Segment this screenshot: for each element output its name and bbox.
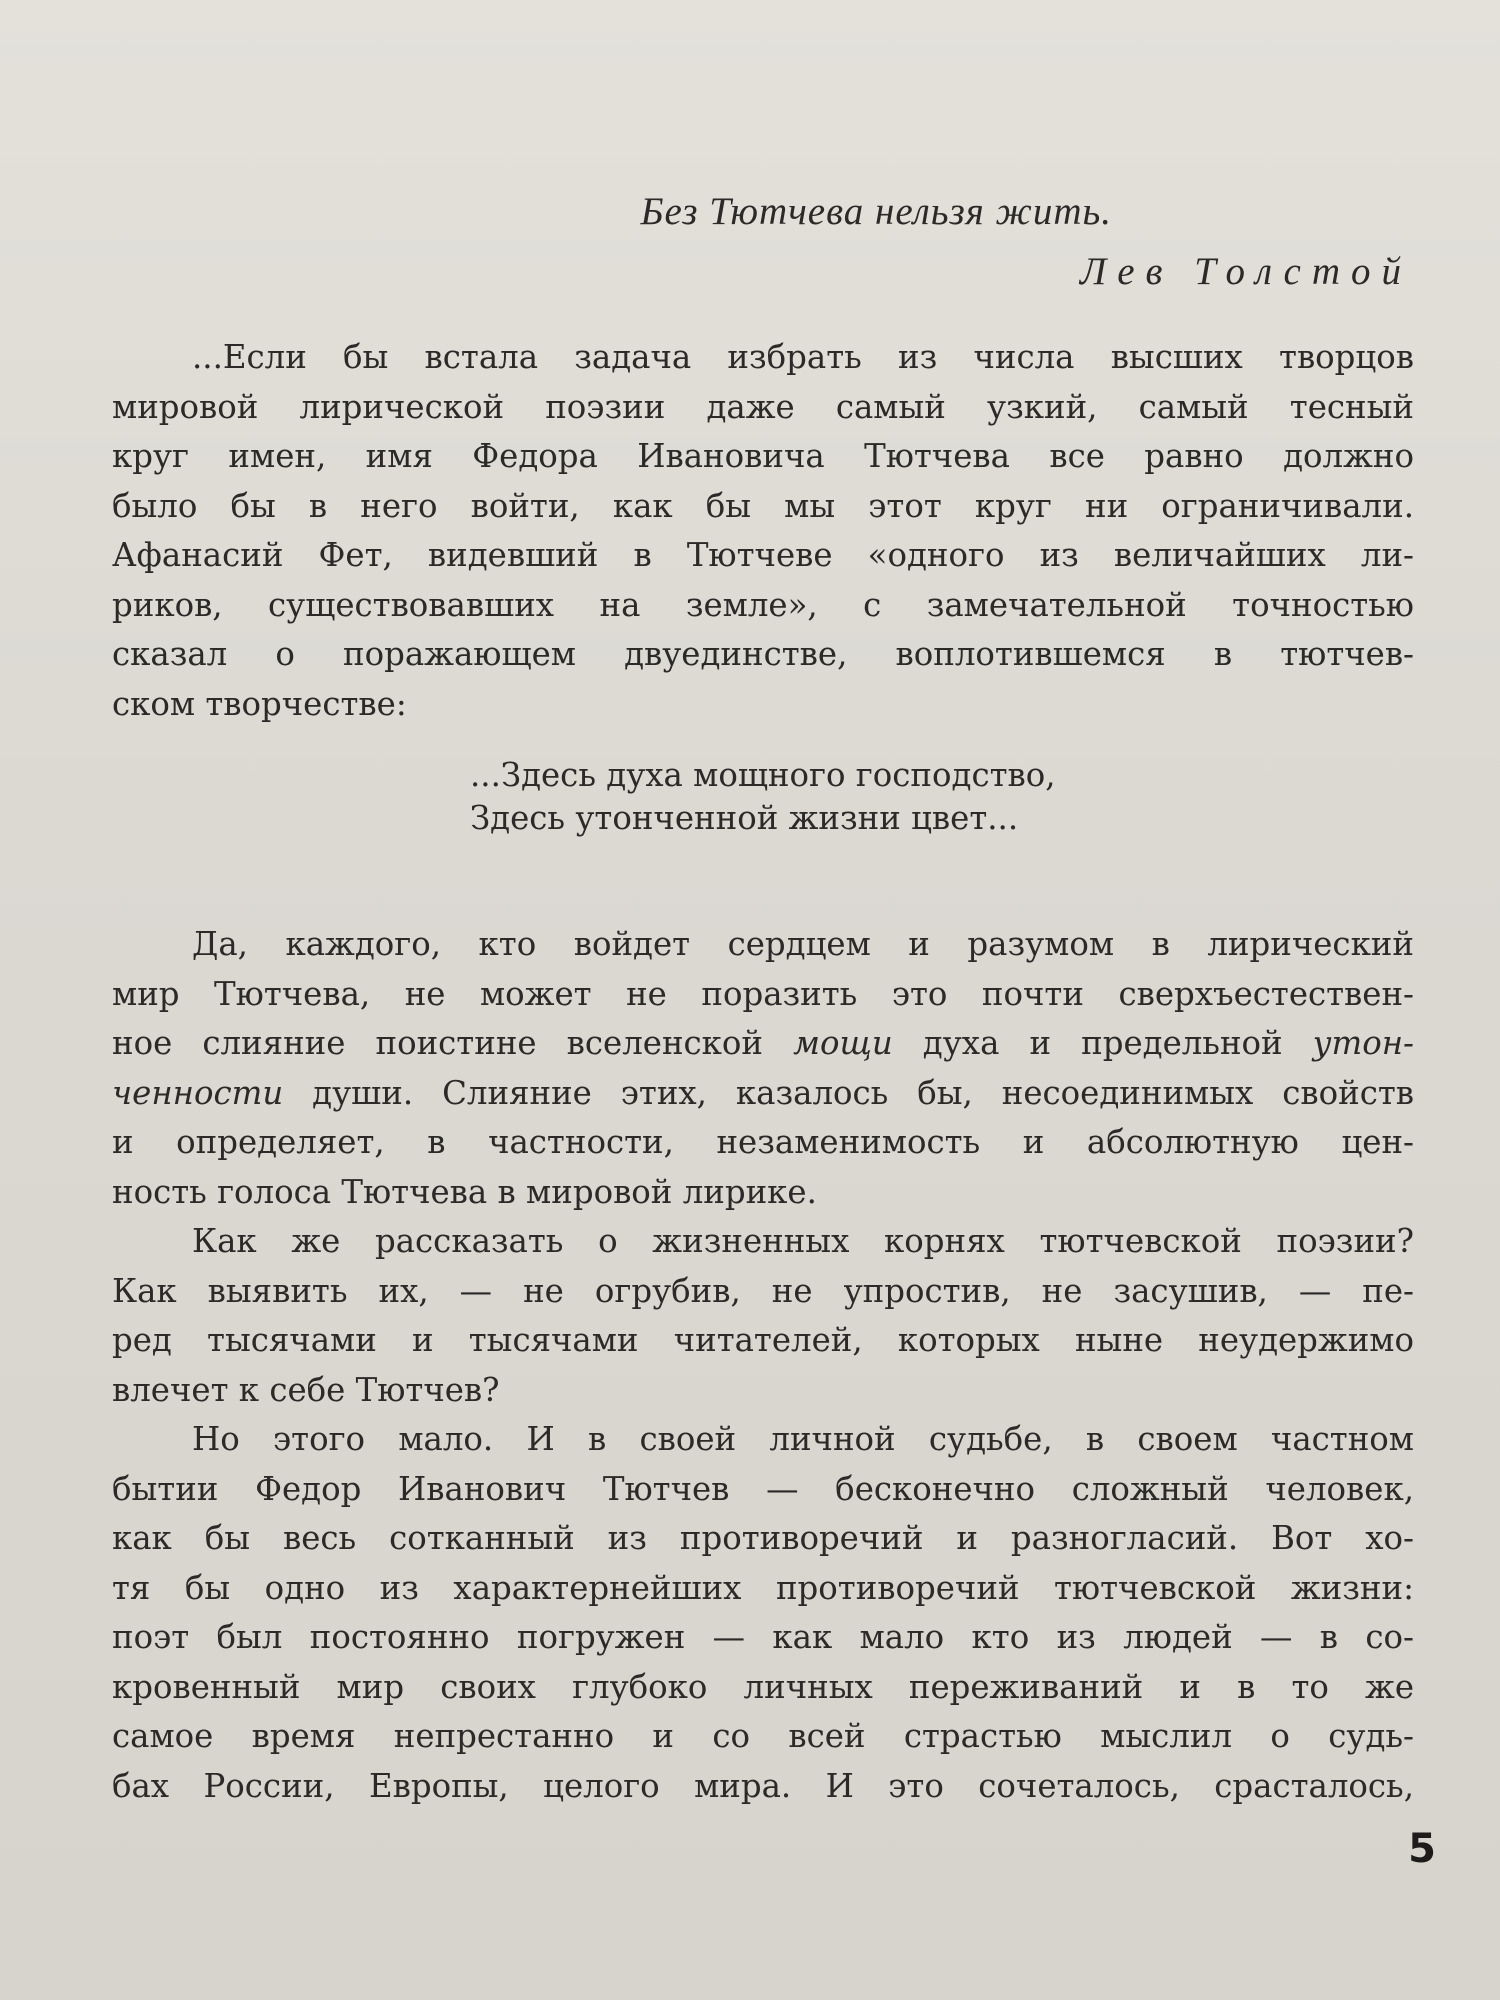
verse-line: ...Здесь духа мощного господство, xyxy=(470,756,1056,794)
text-line xyxy=(112,1069,1414,1119)
text-line xyxy=(112,1019,1414,1069)
text-line: Но этого мало. И в своей личной судьбе, в своем частном xyxy=(192,1420,1414,1458)
text-line: самое время непрестанно и со всей страстью мыслил о судь- xyxy=(112,1717,1414,1755)
italic-text: ченности xyxy=(112,1073,284,1112)
paragraph-2 xyxy=(112,920,1414,1217)
text-line: Как выявить их, — не огрубив, не упростив, не засушив, — пе- xyxy=(112,1271,1414,1310)
text-line: сказал о поражающем двуединстве, воплотившемся в тютчев- xyxy=(112,635,1414,673)
page-number: 5 xyxy=(1408,1826,1436,1872)
text-line: Да, каждого, кто войдет сердцем и разумом в лирический xyxy=(192,925,1414,963)
text-line: ском творчестве: xyxy=(112,684,407,723)
text-run: ное слияние поистине вселенской xyxy=(112,1024,794,1062)
text-run: души. Слияние этих, казалось бы, несоединимых свойств xyxy=(283,1073,1414,1112)
text-line: было бы в него войти, как бы мы этот круг ни ограничивали. xyxy=(112,486,1414,525)
text-line: ность голоса Тютчева в мировой лирике. xyxy=(112,1172,817,1211)
text-line: бытии Федор Иванович Тютчев — бесконечно сложный человек, xyxy=(112,1469,1414,1508)
paragraph-4 xyxy=(112,1415,1414,1811)
text-line: бах России, Европы, целого мира. И это сочеталось, срасталось, xyxy=(112,1766,1414,1805)
text-line: мировой лирической поэзии даже самый узкий, самый тесный xyxy=(112,387,1414,426)
text-line: поэт был постоянно погружен — как мало кто из людей — в со- xyxy=(112,1618,1414,1656)
text-line: Как же рассказать о жизненных корнях тютчевской поэзии? xyxy=(192,1222,1414,1260)
text-line: мир Тютчева, не может не поразить это почти сверхъестествен- xyxy=(112,974,1414,1013)
text-line: круг имен, имя Федора Ивановича Тютчева все равно должно xyxy=(112,437,1414,475)
epigraph-author: Лев Толстой xyxy=(1079,250,1412,293)
text-line: ред тысячами и тысячами читателей, которых ныне неудержимо xyxy=(112,1321,1414,1359)
paragraph-1 xyxy=(112,333,1414,729)
text-line: влечет к себе Тютчев? xyxy=(112,1370,500,1409)
text-run: духа и предельной xyxy=(892,1024,1313,1062)
italic-text: утон- xyxy=(1312,1024,1414,1062)
epigraph-quote: Без Тютчева нельзя жить. xyxy=(640,190,1112,233)
text-line: и определяет, в частности, незаменимость и абсолютную цен- xyxy=(112,1123,1414,1161)
italic-text: мощи xyxy=(793,1024,893,1062)
text-line: тя бы одно из характернейших противоречий тютчевской жизни: xyxy=(112,1568,1414,1607)
text-line: Афанасий Фет, видевший в Тютчеве «одного из величайших ли- xyxy=(112,536,1414,574)
epigraph xyxy=(640,182,1412,302)
paragraph-3 xyxy=(112,1217,1414,1415)
text-line: риков, существовавших на земле», с замечательной точностью xyxy=(112,585,1414,624)
text-line: как бы весь сотканный из противоречий и разногласий. Вот хо- xyxy=(112,1519,1414,1557)
verse-line: Здесь утонченной жизни цвет... xyxy=(470,799,1019,837)
verse-quote xyxy=(470,754,1056,840)
text-line: кровенный мир своих глубоко личных переживаний и в то же xyxy=(112,1667,1414,1706)
text-line: ...Если бы встала задача избрать из числа высших творцов xyxy=(192,338,1414,376)
